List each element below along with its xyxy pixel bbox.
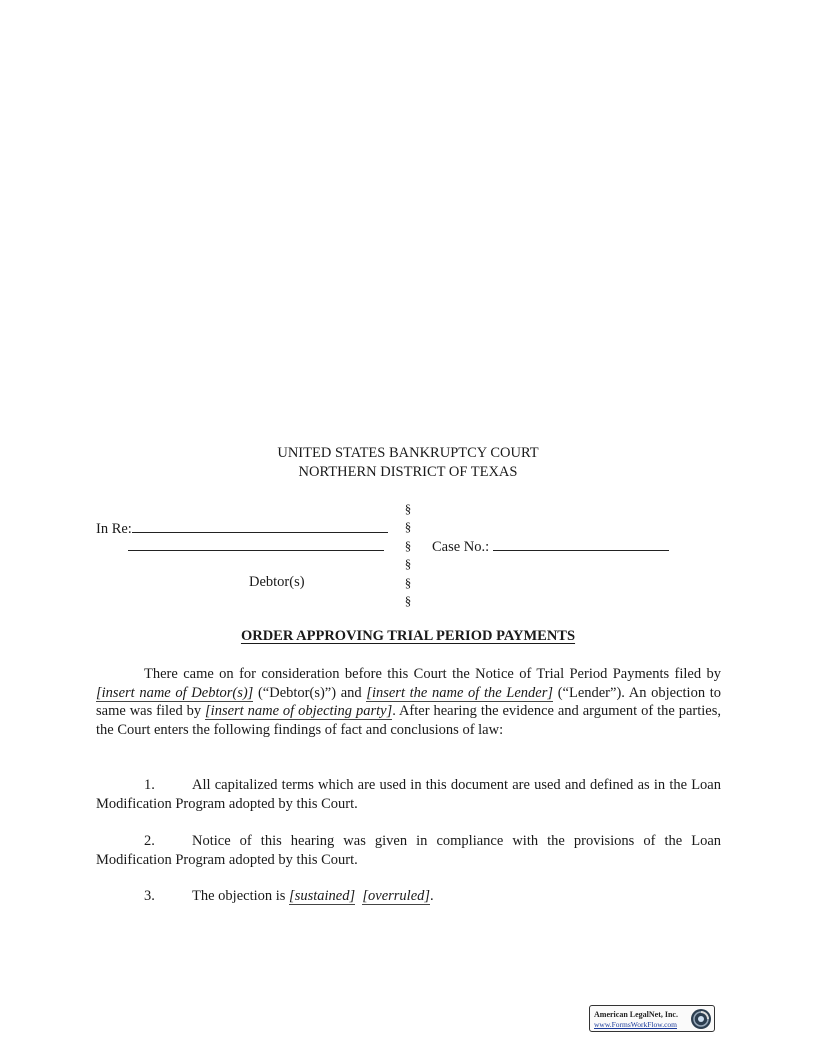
- item-text: The objection is: [192, 888, 290, 904]
- section-symbol: §: [404, 593, 412, 608]
- item-number: 1.: [144, 777, 155, 793]
- sustained-placeholder: [sustained]: [289, 888, 356, 904]
- intro-text-2: (“Debtor(s)”) and: [253, 684, 367, 701]
- debtor-name-blank-1: [132, 519, 388, 533]
- item-end: .: [430, 888, 434, 904]
- item-text: All capitalized terms which are used in this document are used and defined as in the Loan Modification Program adopted by this Court.: [96, 777, 721, 812]
- item-number: 3.: [144, 888, 155, 904]
- intro-text-1: There came on for consideration before this Court the Notice of Trial Period Payments filed by: [144, 666, 721, 682]
- debtor-label: Debtor(s): [249, 574, 305, 590]
- case-number-blank: [493, 537, 669, 551]
- section-symbol: §: [404, 556, 412, 571]
- section-symbol: §: [404, 519, 412, 534]
- company-url[interactable]: www.FormsWorkFlow.com: [594, 1020, 678, 1029]
- lender-placeholder: [insert the name of the Lender]: [366, 684, 554, 701]
- item-number: 2.: [144, 833, 155, 849]
- court-name: UNITED STATES BANKRUPTCY COURT: [277, 445, 539, 461]
- overruled-placeholder: [overruled]: [362, 888, 431, 904]
- section-symbol: §: [404, 538, 412, 553]
- debtor-name-blank-2: [128, 537, 384, 551]
- in-re-line: [96, 519, 388, 538]
- item-text: Notice of this hearing was given in compliance with the provisions of the Loan Modification Program adopted by this Court.: [96, 833, 721, 868]
- intro-text-4: . After hearing the evidence and argument of the parties, the Court enters the following findings of fact and conclusions of law:: [96, 703, 721, 738]
- intro-text-3: (“Lender”). An objection to same was filed by: [96, 684, 721, 719]
- section-symbol: §: [404, 501, 412, 516]
- case-number-label: Case No.:: [432, 539, 490, 555]
- case-number-line: [432, 537, 669, 556]
- order-title: [0, 628, 816, 645]
- legalnet-logo: [589, 1005, 715, 1032]
- in-re-label: In Re:: [96, 521, 132, 537]
- finding-item-2: [96, 832, 721, 869]
- intro-paragraph: [96, 665, 721, 739]
- court-district: NORTHERN DISTRICT OF TEXAS: [298, 464, 518, 480]
- debtor-placeholder: [insert name of Debtor(s)]: [96, 684, 254, 701]
- section-symbol: §: [404, 575, 412, 590]
- debtor-name-line-2: [128, 537, 384, 556]
- company-name: American LegalNet, Inc.: [594, 1010, 678, 1019]
- order-title-text: ORDER APPROVING TRIAL PERIOD PAYMENTS: [240, 628, 576, 644]
- finding-item-1: [96, 776, 721, 813]
- finding-item-3: [96, 887, 721, 906]
- objecting-party-placeholder: [insert name of objecting party]: [205, 703, 393, 719]
- globe-icon: [690, 1008, 712, 1030]
